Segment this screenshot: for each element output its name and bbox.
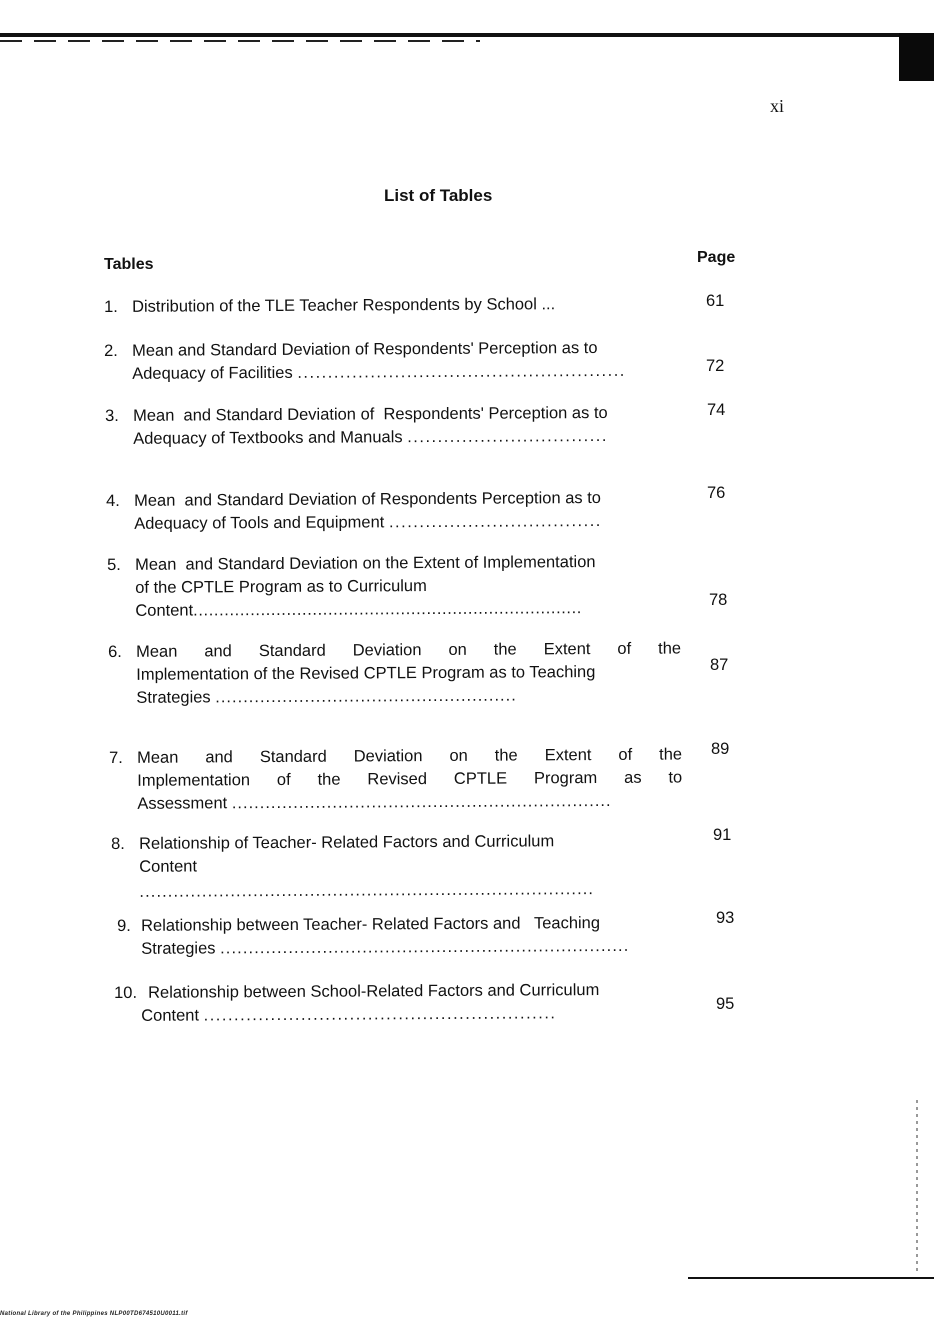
dot-leader: ...................................: [388, 511, 602, 532]
entry-title-line: Mean and Standard Deviation on the Extent of Implementation: [135, 553, 596, 574]
entry-title-line: Mean and Standard Deviation of Respondents Perception as to: [134, 488, 602, 510]
entry-title-line: Content: [139, 857, 198, 876]
entry-number: 9.: [117, 916, 131, 935]
entry-number: 1.: [104, 297, 118, 316]
entry-number: 8.: [111, 834, 125, 853]
table-entry: [104, 336, 704, 383]
dot-leader: ......................................................: [215, 686, 517, 707]
entry-number: 2.: [104, 341, 118, 360]
dot-leader: ....................................................................: [231, 791, 612, 813]
entry-title-line: Implementation of the Revised CPTLE Program as to: [137, 768, 683, 790]
entry-title-line: Adequacy of Tools and Equipment: [134, 513, 385, 533]
table-entry: [109, 743, 709, 813]
scan-bottom-line: [688, 1277, 934, 1279]
entry-page: 74: [707, 401, 726, 419]
entry-title-line: Mean and Standard Deviation on the Extent of the: [137, 745, 683, 767]
scan-top-border: [0, 33, 900, 37]
table-entry: [111, 829, 711, 901]
dot-leader: ..........................................................: [203, 1004, 557, 1025]
entry-title-line: Mean and Standard Deviation of Respondents' Perception as to: [132, 338, 598, 360]
entry-page: 91: [713, 826, 732, 844]
entry-number: 7.: [109, 748, 123, 767]
entry-title: Distribution of the TLE Teacher Respondents by School ...: [132, 295, 556, 316]
page-title: List of Tables: [384, 186, 493, 205]
table-entry: [108, 637, 708, 707]
table-entry: [117, 911, 717, 958]
entry-page: 95: [716, 995, 735, 1013]
entry-title-line: Strategies: [136, 688, 211, 707]
entry-title-line: of the CPTLE Program as to Curriculum: [135, 577, 427, 597]
entry-page: 93: [716, 909, 735, 927]
entry-title-line: Implementation of the Revised CPTLE Program as to Teaching: [136, 663, 596, 684]
entry-number: 10.: [114, 983, 138, 1002]
entry-page: 87: [710, 656, 729, 674]
entry-title-line: Assessment: [137, 794, 228, 813]
column-header-tables: Tables: [104, 256, 154, 273]
table-entry: [105, 401, 705, 448]
entry-number: 6.: [108, 642, 122, 661]
dot-leader: ................................................................................: [139, 880, 595, 901]
entry-title-line: Mean and Standard Deviation of Respondents' Perception as to: [133, 403, 608, 425]
entry-title-line: Relationship of Teacher- Related Factors and Curriculum: [139, 832, 555, 853]
scan-top-dashes: [0, 40, 480, 42]
entry-title-line: Adequacy of Facilities: [132, 363, 293, 383]
dot-leader: ......................................................: [297, 361, 626, 382]
entry-page: 72: [706, 357, 725, 375]
entry-title-line: Content: [135, 601, 194, 620]
entry-title-line: Relationship between School-Related Factors and Curriculum: [148, 981, 600, 1002]
entry-title-line: Strategies: [141, 939, 216, 958]
entry-page: 76: [707, 484, 726, 502]
entry-title-line: Relationship between Teacher- Related Factors and Teaching: [141, 914, 601, 935]
table-entry: [106, 486, 706, 533]
dot-leader: ........................................................................: [220, 936, 630, 958]
column-header-page: Page: [697, 249, 736, 266]
entry-title-line: Mean and Standard Deviation on the Extent of the: [136, 639, 682, 661]
scan-corner-block: [899, 33, 934, 81]
entry-page: 89: [711, 740, 730, 758]
page-number: xi: [770, 96, 785, 116]
entry-page: 61: [706, 292, 725, 310]
scan-right-edge: [916, 1100, 918, 1275]
entry-number: 3.: [105, 406, 119, 425]
entry-page: 78: [709, 591, 728, 609]
entry-number: 4.: [106, 491, 120, 510]
table-entry: [107, 550, 707, 620]
dot-leader: .................................: [407, 426, 609, 447]
dot-leader: ...........................................................................: [193, 599, 583, 620]
scan-footer-caption: National Library of the Philippines NLP00TD674510U0011.tif: [0, 1311, 188, 1317]
entry-title-line: Content: [141, 1006, 200, 1025]
entry-title-line: Adequacy of Textbooks and Manuals: [133, 428, 403, 448]
table-entry: [114, 978, 714, 1025]
table-entry: [104, 292, 704, 316]
entry-number: 5.: [107, 555, 121, 574]
